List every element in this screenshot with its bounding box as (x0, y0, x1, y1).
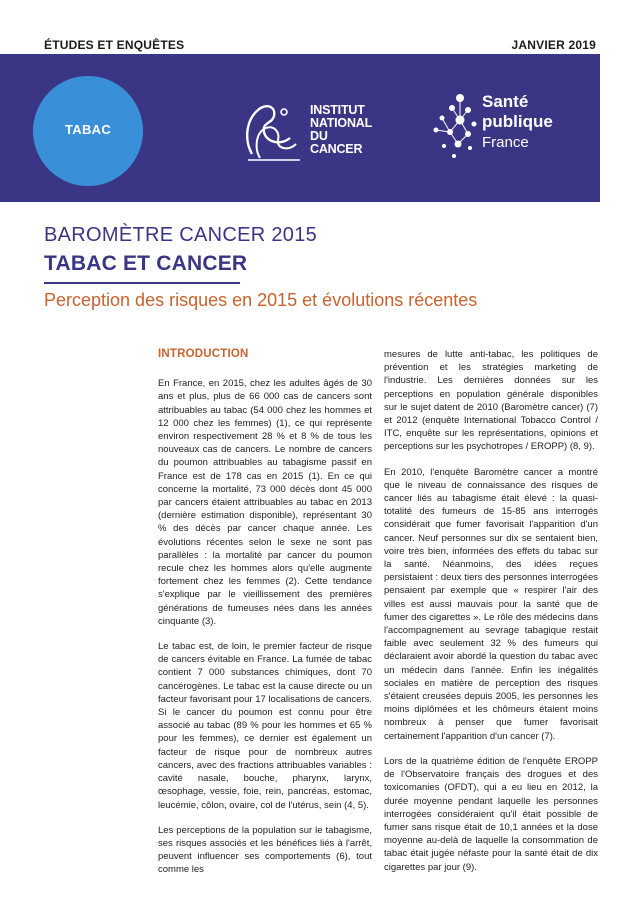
spf-word-france: France (482, 134, 529, 151)
publication-date: JANVIER 2019 (511, 38, 596, 52)
document-category: ÉTUDES ET ENQUÊTES (44, 38, 185, 52)
inca-emblem-icon (240, 92, 310, 164)
paragraph: Les perceptions de la population sur le tabagisme, ses risques associés et les bénéfices liés à l'arrêt, peuvent influencer ses comportements (6), tout comme les (158, 824, 372, 876)
title-underline (44, 282, 240, 284)
topic-label: TABAC (64, 122, 112, 137)
right-column (384, 348, 598, 886)
spf-word-publique: publique (482, 112, 553, 131)
series-title: BAROMÈTRE CANCER 2015 (44, 224, 318, 246)
inca-logo (240, 92, 380, 164)
left-column (158, 348, 372, 889)
header-banner (0, 54, 600, 202)
inca-wordmark: INSTITUT NATIONAL DU CANCER (310, 103, 373, 156)
topic-badge (33, 76, 143, 186)
paragraph: En 2010, l'enquête Baromètre cancer a montré que le niveau de connaissance des risques de cancer liés au tabagisme était élevé : la quasi-totalité des fumeurs de 15-85 ans interrogés considérait que fumer favorisait l'apparition d'un cancer. Neuf personnes sur dix se sentaient bien, voire très bien, informées des effets du tabac sur la santé. Néanmoins, des idées reçues persistaient : deux tiers des personnes interrogées pensaient par exemple que « respirer l'air des villes est aussi mauvais pour la santé que de fumer des cigarettes ». Le rôle des médecins dans l'accompagnement au sevrage tabagique restait faible avec seulement 32 % des fumeurs qui déclaraient avoir abordé la question du tabac avec un médecin dans l'année. Enfin les inégalités sociales en matière de perception des risques s'étaient creusées depuis 2005, les personnes les moins diplômées et les chômeurs étaient moins nombreux à penser que fumer favorisait certainement l'apparition d'un cancer (7). (384, 466, 598, 742)
spf-dots-icon (430, 88, 480, 168)
paragraph: Lors de la quatrième édition de l'enquête EROPP de l'Observatoire français des drogues et des toxicomanies (OFDT), qui a eu lieu en 2012, la durée moyenne pendant laquelle les personnes interrogées considéraient qu'il était possible de fumer sans risque était de 10,1 années et la dose moyenne au-delà de laquelle la consommation de tabac était jugée néfaste pour la santé était de dix cigarettes par jour (9). (384, 755, 598, 873)
section-heading: INTRODUCTION (158, 348, 249, 360)
main-title: TABAC ET CANCER (44, 252, 248, 275)
paragraph: En France, en 2015, chez les adultes âgés de 30 ans et plus, plus de 66 000 cas de cancers sont attribuables au tabac (54 000 chez les hommes et 12 000 chez les femmes) (1), ce qui représente environ respectivement 28 % et 8 % de tous les nouveaux cas de cancers. Le nombre de cancers du poumon attribuables au tabagisme passif en France est de 178 cas en 2015 (1). En ce qui concerne la mortalité, 73 000 décès dont 45 000 par cancers étaient attribuables au tabac en 2013 (dernière estimation disponible), représentant 30 % des décès par cancer chaque année. Les évolutions récentes selon le sexe ne sont pas parallèles : la mortalité par cancer du poumon recule chez les hommes alors qu'elle augmente fortement chez les femmes (2). Cette tendance s'explique par le vieillissement des premières générations de fumeuses nées dans les années cinquante (3). (158, 378, 372, 627)
spf-logo (430, 88, 580, 168)
paragraph: Le tabac est, de loin, le premier facteur de risque de cancers évitable en France. La fumée de tabac contient 7 000 substances chimiques, dont 70 cancérogènes. Le tabac est la cause directe ou un facteur favorisant pour 17 localisations de cancers. Si le cancer du poumon est connu pour être associé au tabac (89 % pour les hommes et 65 % pour les femmes), ce dernier est également un facteur de risque pour de nombreux autres cancers, avec des fractions attribuables variables : cavité nasale, bouche, pharynx, larynx, œsophage, vessie, foie, rein, pancréas, estomac, leucémie, côlon, ovaire, col de l'utérus, sein (4, 5). (158, 641, 372, 811)
paragraph: mesures de lutte anti-tabac, les politiques de prévention et les stratégies marketing de l'industrie. Les dernières données sur les perceptions en population générale disponibles sur le sujet datent de 2010 (Baromètre cancer) (7) et 2012 (enquête International Tobacco Control / ITC, enquête sur les représentations, opinions et perceptions sur les psychotropes / EROPP) (8, 9). (384, 349, 598, 453)
subtitle: Perception des risques en 2015 et évolutions récentes (44, 290, 478, 310)
spf-word-sante: Santé (482, 92, 529, 111)
top-bar (44, 38, 596, 52)
